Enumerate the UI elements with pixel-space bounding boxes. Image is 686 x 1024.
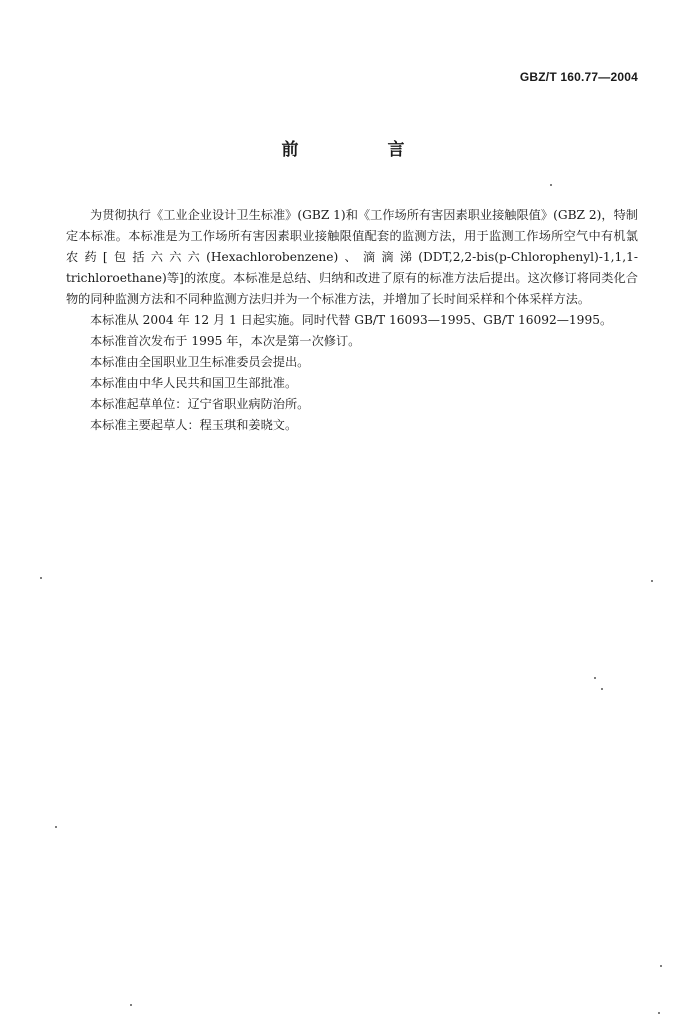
scan-speck [660, 965, 662, 967]
first-release-line: 本标准首次发布于 1995 年，本次是第一次修订。 [90, 334, 361, 348]
scan-speck [594, 677, 596, 679]
approver-line: 本标准由中华人民共和国卫生部批准。 [90, 376, 298, 390]
standard-code: GBZ/T 160.77—2004 [519, 70, 638, 84]
preface-body [66, 205, 638, 436]
scan-speck [130, 1004, 132, 1006]
page-title: 前 言 [281, 140, 441, 160]
scan-speck [40, 577, 42, 579]
preface-paragraph: 为贯彻执行《工业企业设计卫生标准》(GBZ 1)和《工作场所有害因素职业接触限值》(GBZ 2)，特制定本标准。本标准是为工作场所有害因素职业接触限值配套的监测方法，用于监测工作场所空气中有机氯农药[包括六六六(Hexachlorobenzene)、滴滴涕(DDT,2,2-bis(p-Chlorophenyl)-1,1,1-trichloroethane)等]的浓度。本标准是总结、归纳和改进了原有的标准方法后提出。这次修订将同类化合物的同种监测方法和不同种监测方法归并为一个标准方法，并增加了长时间采样和个体采样方法。 [66, 208, 638, 306]
scan-speck [601, 688, 603, 690]
scan-speck [550, 184, 552, 186]
scan-speck [658, 1012, 660, 1014]
scan-speck [651, 580, 653, 582]
scan-speck [55, 826, 57, 828]
effective-date-line: 本标准从 2004 年 12 月 1 日起实施。同时代替 GB/T 16093—1995、GB/T 16092—1995。 [90, 313, 613, 327]
drafting-unit-line: 本标准起草单位：辽宁省职业病防治所。 [90, 397, 310, 411]
proposer-line: 本标准由全国职业卫生标准委员会提出。 [90, 355, 310, 369]
drafters-line: 本标准主要起草人：程玉琪和姜晓文。 [90, 418, 298, 432]
